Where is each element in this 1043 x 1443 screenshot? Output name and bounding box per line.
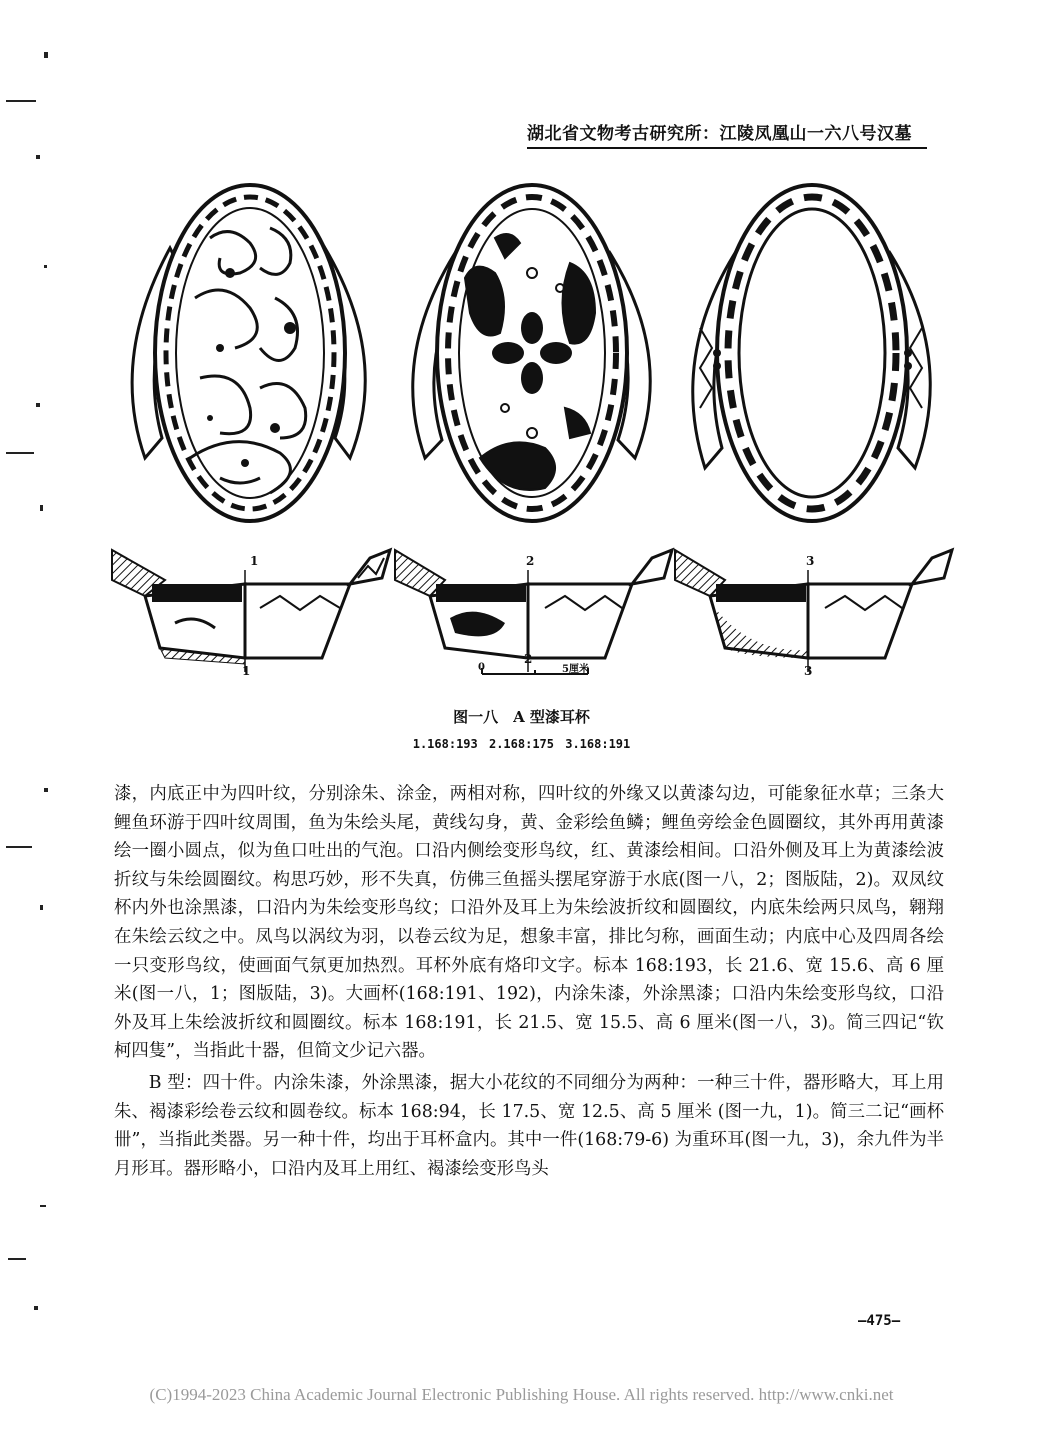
section-label-3: 3 — [804, 664, 813, 678]
scan-mark — [44, 265, 47, 268]
lacquer-cup-drawings — [100, 178, 980, 690]
cup-label-3: 3 — [806, 554, 815, 568]
copyright-footer: (C)1994-2023 China Academic Journal Electronic Publishing House. All rights reserved. http://www.cnki.net — [149, 1385, 894, 1404]
section-label-1: 1 — [242, 664, 251, 678]
cup-label-1: 1 — [250, 554, 259, 568]
scan-mark — [36, 155, 40, 159]
scan-mark — [40, 905, 43, 910]
body-text — [114, 780, 944, 1183]
scan-mark — [44, 788, 48, 792]
scan-mark — [8, 1258, 26, 1260]
scan-mark — [6, 100, 36, 102]
scan-mark — [40, 505, 43, 511]
cup-2-section — [395, 550, 672, 672]
cup-1-top-view — [132, 185, 365, 521]
cup-label-2: 2 — [526, 554, 535, 568]
paragraph-2: B 型：四十件。内涂朱漆，外涂黑漆，据大小花纹的不同细分为两种：一种三十件，器形略大，耳上用朱、褐漆彩绘卷云纹和圆卷纹。标本 168:94，长 17.5、宽 12.5、高 5 厘米 (图一九，1)。简三二记“画杯卌”，当指此类器。另一种十件，均出于耳杯盒内。其中一件(168:79-6) 为重环耳(图一九，3)，余九件为半月形耳。器形略小，口沿内及耳上用红、褐漆绘变形鸟头 — [114, 1072, 944, 1179]
cup-3-top-view — [693, 185, 930, 521]
cup-2-top-view — [413, 185, 650, 521]
scan-mark — [44, 52, 48, 58]
cup-3-section — [675, 550, 952, 672]
page-number: —475— — [858, 1313, 901, 1329]
scale-label: 5厘米 — [562, 664, 589, 675]
scale-zero: 0 — [478, 662, 485, 673]
figure-18 — [100, 178, 980, 690]
scan-mark — [36, 403, 40, 407]
figure-specimen-numbers: 1.168:193 2.168:175 3.168:191 — [412, 737, 631, 751]
scan-mark — [40, 1205, 46, 1207]
running-header: 湖北省文物考古研究所：江陵凤凰山一六八号汉墓 — [527, 119, 927, 149]
figure-caption: 图一八 A 型漆耳杯 — [453, 708, 590, 726]
cup-1-section — [112, 550, 390, 672]
scan-mark — [34, 1306, 38, 1310]
paragraph-1: 漆，内底正中为四叶纹，分别涂朱、涂金，两相对称，四叶纹的外缘又以黄漆勾边，可能象征水草；三条大鲤鱼环游于四叶纹周围，鱼为朱绘头尾，黄线勾身，黄、金彩绘鱼鳞；鲤鱼旁绘金色圆圈纹，其外再用黄漆绘一圈小圆点，似为鱼口吐出的气泡。口沿内侧绘变形鸟纹，红、黄漆绘相间。口沿外侧及耳上为黄漆绘波折纹与朱绘圆圈纹。构思巧妙，形不失真，仿佛三鱼摇头摆尾穿游于水底(图一八，2；图版陆，2)。双凤纹杯内外也涂黑漆，口沿内为朱绘变形鸟纹；口沿外及耳上为朱绘波折纹和圆圈纹，内底朱绘两只凤鸟，翱翔在朱绘云纹之中。凤鸟以涡纹为羽，以卷云纹为足，想象丰富，排比匀称，画面生动；内底中心及四周各绘一只变形鸟纹，使画面气氛更加热烈。耳杯外底有烙印文字。标本 168:193，长 21.6、宽 15.6、高 6 厘米(图一八，1；图版陆，3)。大画杯(168:191、192)，内涂朱漆，外涂黑漆；口沿内朱绘变形鸟纹，口沿外及耳上朱绘波折纹和圆圈纹。标本 168:191，长 21.5、宽 15.5、高 6 厘米(图一八，3)。简三四记“钦柯四隻”，当指此十器，但简文少记六器。 — [114, 784, 944, 1062]
section-label-2: 2 — [524, 652, 533, 666]
scan-mark — [6, 452, 34, 454]
scan-mark — [6, 846, 32, 848]
